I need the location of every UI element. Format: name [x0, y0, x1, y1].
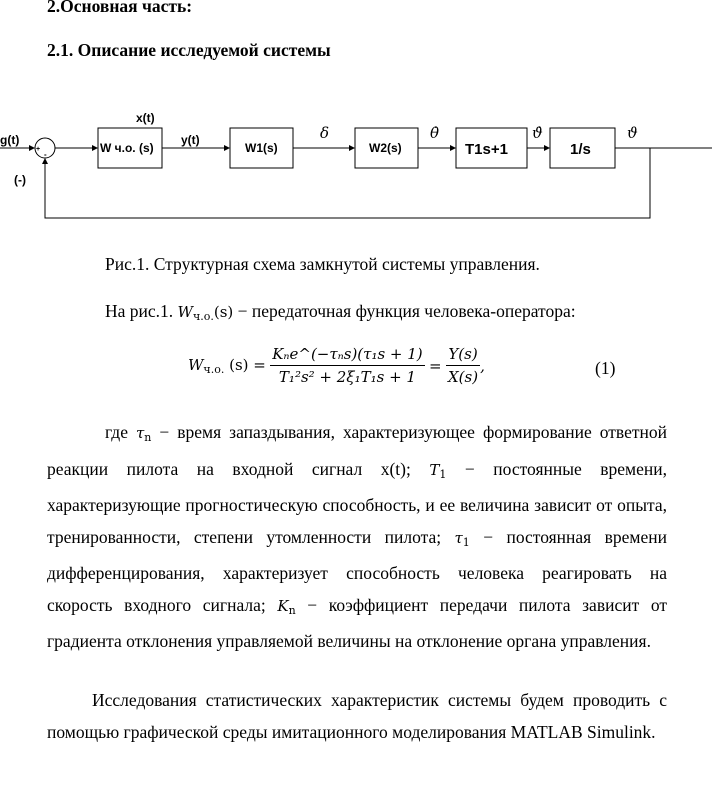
x-label: x(t) — [136, 111, 155, 125]
equation-number: (1) — [595, 358, 616, 378]
block-label: 1/s — [570, 141, 591, 158]
formula-1: $W_{ч.о.}$ (s) = $\frac{\text{Kₙe\textasciicircum{}(−τₙs)(τ₁s + 1)}}{\text{T₁²s² + 2ξ₁T₁s + 1}}$ = $\frac{Y(s)}{X(s)}$ , — [188, 345, 485, 386]
block-diagram — [0, 100, 712, 230]
block-label: W1(s) — [245, 141, 278, 155]
section-heading: 2.Основная часть: — [47, 0, 193, 16]
y-label: y(t) — [181, 133, 200, 147]
svg-text:+: + — [36, 146, 41, 153]
svg-text:-: - — [44, 150, 47, 159]
block-label: T1s+1 — [465, 141, 508, 158]
input-label: g(t) — [0, 133, 20, 147]
intro-line: На рис.1. $W_{ч.о.}(s)$ − передаточная функция человека-оператора: — [105, 301, 576, 323]
feedback-line — [45, 148, 650, 218]
block-label: W2(s) — [369, 141, 402, 155]
subsection-heading: 2.1. Описание исследуемой системы — [47, 40, 331, 60]
minus-label: (-) — [14, 173, 26, 187]
svg-text:ϑ̇: ϑ̇ — [532, 124, 543, 142]
svg-text:δ: δ — [320, 124, 330, 142]
svg-text:θ̇: θ̇ — [430, 124, 440, 142]
block-label: W ч.о. (s) — [100, 141, 154, 155]
svg-text:ϑ: ϑ — [627, 124, 638, 142]
paragraph-definitions: где $\tau_n$ − время запаздывания, характеризующее формирование ответной реакции пилота на входной сигнал x(t); $T_1$ − постоянные времени, характеризующие прогностическую способность, и ее величина зависит от опыта, тренированности, степени утомленности пилота; $\tau_1$ − постоянная времени дифференцирования, характеризует способность человека реагировать на скорость входного сигнала; $K_n$ − коэффициент передачи пилота зависит от градиента отклонения управляемой величины на отклонение органа управления. — [47, 422, 668, 651]
figure-caption: Рис.1. Структурная схема замкнутой системы управления. — [105, 254, 540, 274]
paragraph-simulink: Исследования статистических характеристик системы будем проводить с помощью графической среды имитационного моделирования MATLAB Simulink. — [47, 690, 667, 742]
